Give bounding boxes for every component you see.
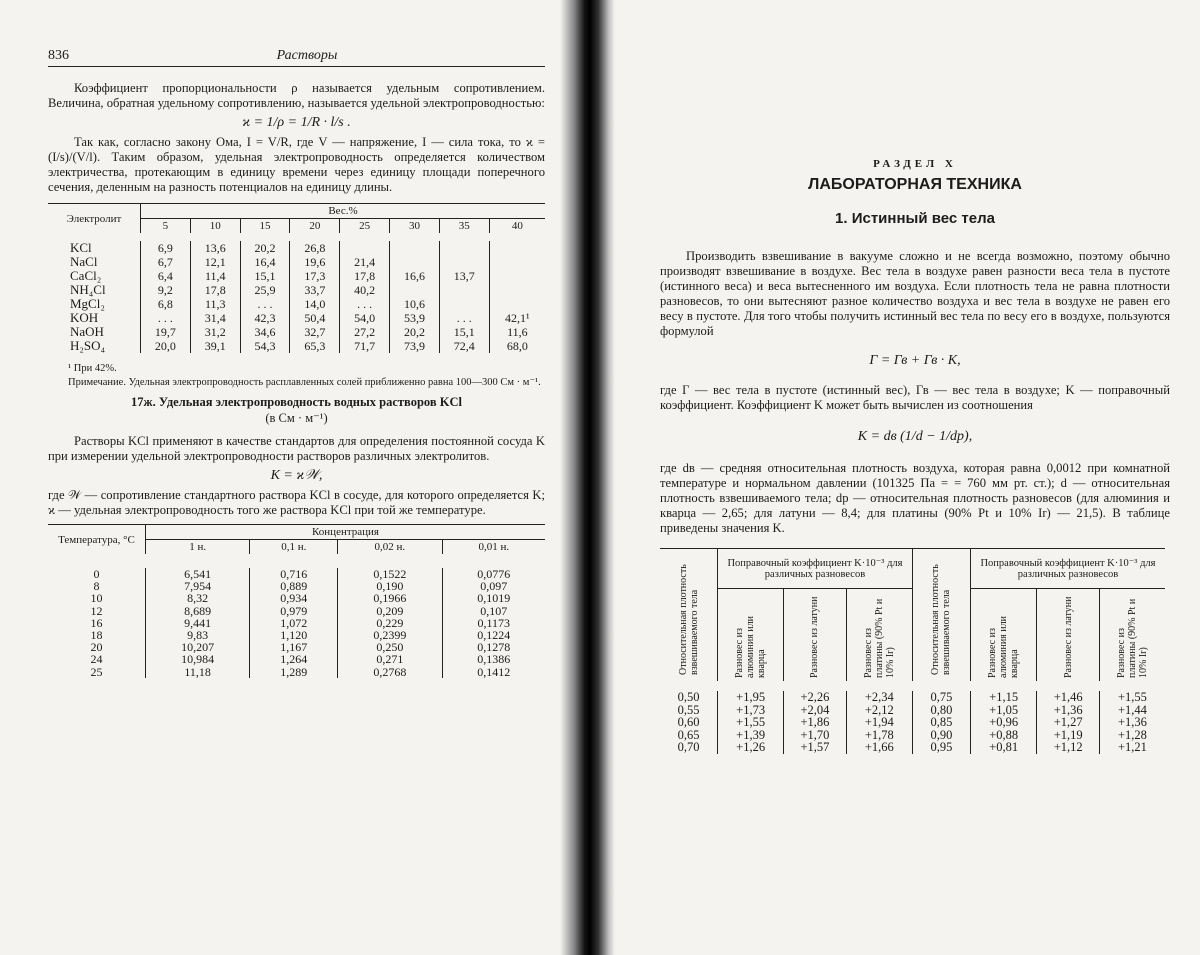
temperature-cell: 16 — [48, 617, 146, 629]
value-cell: 17,8 — [190, 283, 240, 297]
coefficient-cell: +1,66 — [846, 741, 912, 754]
value-cell: 0,1966 — [338, 592, 442, 604]
value-cell — [340, 237, 390, 255]
value-cell: 1,072 — [250, 617, 338, 629]
value-cell — [390, 283, 440, 297]
left-page — [0, 0, 570, 955]
value-cell: 20,2 — [240, 237, 290, 255]
value-cell: 0,271 — [338, 653, 442, 665]
value-cell — [489, 255, 545, 269]
value-cell: 71,7 — [340, 339, 390, 353]
density-cell: 0,60 — [660, 716, 718, 729]
value-cell — [489, 237, 545, 255]
value-cell: 0,250 — [338, 641, 442, 653]
kcl-table — [48, 524, 545, 678]
value-cell: 0,107 — [480, 603, 508, 618]
coefficient-cell: +1,46 — [1037, 686, 1100, 704]
value-cell: 9,83 — [146, 629, 250, 641]
value-cell: 19,6 — [290, 255, 340, 269]
coefficient-cell: +1,21 — [1118, 740, 1147, 754]
value-cell: 15,1 — [240, 269, 290, 283]
electrolyte-cell: KOH — [48, 311, 141, 325]
temperature-cell: 8 — [48, 580, 146, 592]
coefficient-cell: +1,12 — [1037, 741, 1100, 754]
coefficient-cell: +1,26 — [718, 741, 784, 754]
table-column-header: 15 — [240, 219, 290, 238]
coefficient-cell: +2,34 — [846, 686, 912, 704]
value-cell — [439, 237, 489, 255]
density-cell: 0,85 — [912, 716, 970, 729]
coefficient-cell: +1,36 — [1037, 704, 1100, 717]
column-header: Разновес из алюминия или кварца — [734, 615, 768, 678]
group-header: Концентрация — [146, 525, 546, 540]
formula: ϰ = 1/ρ = 1/R · l/s . — [242, 115, 351, 130]
value-cell: 42,1¹ — [505, 311, 530, 325]
value-cell: 13,6 — [190, 237, 240, 255]
temperature-cell: 20 — [48, 641, 146, 653]
running-title: Растворы — [276, 48, 338, 63]
coefficient-cell: +1,15 — [970, 686, 1036, 704]
right-page — [615, 0, 1200, 955]
column-header: Разновес из латуни — [1062, 595, 1074, 678]
value-cell: 68,0 — [506, 339, 528, 353]
value-cell: 31,4 — [190, 311, 240, 325]
table-column-header: 10 — [190, 219, 240, 238]
value-cell: 9,2 — [141, 283, 191, 297]
table-note: Примечание. Удельная электропроводность расплавленных солей приближенно равна 100—300 См · м⁻¹. — [68, 377, 541, 388]
table-row — [48, 237, 545, 255]
value-cell: 8,32 — [146, 592, 250, 604]
coefficient-cell: +1,94 — [846, 716, 912, 729]
column-header: Разновес из латуни — [809, 595, 821, 678]
temperature-cell: 24 — [48, 653, 146, 665]
table-row — [48, 605, 545, 617]
value-cell: . . . — [439, 311, 489, 325]
value-cell: 0,190 — [338, 580, 442, 592]
value-cell — [439, 283, 489, 297]
value-cell: 11,18 — [146, 666, 250, 678]
value-cell: 39,1 — [190, 339, 240, 353]
electrolyte-cell: NaCl — [48, 255, 141, 269]
temperature-cell: 12 — [48, 605, 146, 617]
value-cell: 27,2 — [340, 325, 390, 339]
value-cell: 0,1224 — [477, 628, 511, 643]
paragraph: Растворы KCl применяют в качестве стандартов для определения постоянной сосуда K при измерении удельной электропроводности растворов различных электролитов. — [48, 434, 545, 463]
paragraph: Коэффициент пропорциональности ρ называется удельным сопротивлением. Величина, обратная удельному сопротивлению, называется удельной электропроводностью: — [48, 81, 545, 110]
value-cell: 17,8 — [340, 269, 390, 283]
footnote: ¹ При 42%. — [68, 363, 117, 374]
paragraph: Производить взвешивание в вакууме сложно и не всегда возможно, поэтому обычно производят взвешивание в воздухе. Вес тела в воздухе равен разности веса тела в пустоте (истинного веса) и веса вытесненного им воздуха. Если плотность тела не равна плотности разновесов, то они вытесняют разное количество воздуха и вес тела в воздухе не равен его весу в пустоте. Для того чтобы получить истинный вес тела по весу его в воздухе, пользуются формулой — [660, 249, 1170, 338]
section-units: (в См · м⁻¹) — [265, 411, 328, 425]
table-row — [48, 325, 545, 339]
section-heading: 17ж. Удельная электропроводность водных растворов KCl — [131, 395, 462, 409]
electrolyte-cell: KCl — [48, 237, 141, 255]
subsection-title: 1. Истинный вес тела — [835, 210, 995, 227]
value-cell: 53,9 — [390, 311, 440, 325]
coefficient-cell: +1,39 — [718, 729, 784, 742]
value-cell: 14,0 — [290, 297, 340, 311]
group-header: Поправочный коэффициент K·10⁻³ для различных разновесов — [718, 549, 913, 589]
density-cell: 0,70 — [660, 741, 718, 754]
value-cell: 1,120 — [250, 629, 338, 641]
coefficient-cell: +0,88 — [970, 729, 1036, 742]
table-column-header: 25 — [340, 219, 390, 238]
value-cell: 10,6 — [390, 297, 440, 311]
value-cell: 0,1522 — [338, 561, 442, 580]
table-column-header: 5 — [141, 219, 191, 238]
value-cell: 42,3 — [240, 311, 290, 325]
value-cell: 0,2768 — [338, 666, 442, 678]
coefficient-cell: +1,73 — [718, 704, 784, 717]
paragraph: где dв — средняя относительная плотность воздуха, которая равна 0,0012 при комнатной температуре и нормальном давлении (101325 Па = = 760 мм рт. ст.); d — относительная плотность взвешиваемого тела; dр — относительная плотность разновесов (для алюминия и кварца — 2,65; для латуни — 8,4; для платины (90% Pt и 10% Ir) — 21,5). В таблице приведены значения K. — [660, 461, 1170, 535]
table-column-header: 30 — [390, 219, 440, 238]
value-cell: 12,1 — [190, 255, 240, 269]
density-cell: 0,50 — [660, 686, 718, 704]
column-header: Относительная плотность взвешиваемого тела — [677, 564, 700, 675]
coefficient-cell: +1,70 — [784, 729, 846, 742]
paragraph: где 𝒲 — сопротивление стандартного раствора KCl в сосуде, для которого определяется K; ϰ — удельная электропроводность того же раствора KCl при той же температуре. — [48, 488, 545, 517]
conductivity-table — [48, 203, 545, 353]
value-cell: 0,1019 — [477, 591, 511, 606]
value-cell: 0,229 — [338, 617, 442, 629]
table-row — [660, 686, 1165, 704]
column-header: Разновес из алюминия или кварца — [987, 615, 1021, 678]
coefficient-cell: +2,04 — [784, 704, 846, 717]
table-column-header: 0,1 н. — [250, 540, 338, 562]
temperature-cell: 0 — [48, 561, 146, 580]
value-cell: 16,6 — [390, 269, 440, 283]
value-cell: 6,4 — [141, 269, 191, 283]
column-header: Относительная плотность взвешиваемого тела — [930, 564, 953, 675]
page-header — [48, 48, 545, 67]
electrolyte-cell: NaOH — [48, 325, 141, 339]
value-cell: 0,934 — [250, 592, 338, 604]
value-cell: 15,1 — [439, 325, 489, 339]
group-header: Поправочный коэффициент K·10⁻³ для различных разновесов — [970, 549, 1165, 589]
coefficient-cell: +1,55 — [718, 716, 784, 729]
density-cell: 0,90 — [912, 729, 970, 742]
temperature-cell: 10 — [48, 592, 146, 604]
value-cell — [390, 255, 440, 269]
value-cell: 0,979 — [250, 605, 338, 617]
paragraph: Так как, согласно закону Ома, I = V/R, где V — напряжение, I — сила тока, то ϰ = (I/s)/(V/l). Таким образом, удельная электропроводность определяется количеством электричества, протекающим в единицу времени через единицу площади поперечного сечения, деленным на разность потенциалов на единицу длины. — [48, 135, 545, 194]
temperature-cell: 18 — [48, 629, 146, 641]
temperature-cell: 25 — [48, 666, 146, 678]
value-cell — [439, 255, 489, 269]
table-row — [48, 592, 545, 604]
coefficient-cell: +1,57 — [784, 741, 846, 754]
value-cell: 73,9 — [390, 339, 440, 353]
value-cell: 20,0 — [141, 339, 191, 353]
value-cell: 1,264 — [250, 653, 338, 665]
density-cell: 0,95 — [912, 741, 970, 754]
table-column-header: 40 — [489, 219, 545, 238]
value-cell — [489, 297, 545, 311]
value-cell: 1,167 — [250, 641, 338, 653]
value-cell: 11,3 — [190, 297, 240, 311]
table-row — [48, 653, 545, 665]
value-cell: 25,9 — [240, 283, 290, 297]
value-cell: 10,984 — [146, 653, 250, 665]
value-cell: 0,209 — [338, 605, 442, 617]
value-cell: 6,7 — [141, 255, 191, 269]
value-cell: 1,289 — [250, 666, 338, 678]
value-cell: 9,441 — [146, 617, 250, 629]
coefficient-cell: +2,26 — [784, 686, 846, 704]
value-cell: 32,7 — [290, 325, 340, 339]
value-cell: 7,954 — [146, 580, 250, 592]
coefficient-cell: +1,36 — [1118, 715, 1147, 729]
page-number: 836 — [48, 48, 69, 63]
value-cell: 6,9 — [141, 237, 191, 255]
value-cell: 26,8 — [290, 237, 340, 255]
value-cell: 54,0 — [340, 311, 390, 325]
table-column-header: 0,01 н. — [442, 540, 545, 562]
table-row — [48, 561, 545, 580]
column-header: Температура, °C — [48, 525, 146, 562]
paragraph: где Г — вес тела в пустоте (истинный вес), Гв — вес тела в воздухе; K — поправочный коэффициент. Коэффициент K может быть вычислен из соотношения — [660, 383, 1170, 412]
coefficient-cell: +1,55 — [1118, 690, 1147, 704]
value-cell: . . . — [141, 311, 191, 325]
value-cell: 0,2399 — [338, 629, 442, 641]
table-column-header: 35 — [439, 219, 489, 238]
value-cell: 33,7 — [290, 283, 340, 297]
value-cell: 16,4 — [240, 255, 290, 269]
density-cell: 0,55 — [660, 704, 718, 717]
value-cell: 31,2 — [190, 325, 240, 339]
density-cell: 0,65 — [660, 729, 718, 742]
column-header: Разновес из платины (90% Pt и 10% Ir) — [1115, 598, 1149, 678]
value-cell: 13,7 — [439, 269, 489, 283]
value-cell: 19,7 — [141, 325, 191, 339]
density-cell: 0,75 — [912, 686, 970, 704]
value-cell: 72,4 — [439, 339, 489, 353]
formula: Г = Гв + Гв · K, — [869, 353, 961, 368]
table-row — [48, 255, 545, 269]
value-cell: 0,0776 — [477, 567, 511, 581]
coefficient-cell: +1,28 — [1118, 727, 1147, 742]
value-cell: 21,4 — [340, 255, 390, 269]
table-row — [48, 297, 545, 311]
table-row — [48, 666, 545, 678]
value-cell: 17,3 — [290, 269, 340, 283]
column-header: Разновес из платины (90% Pt и 10% Ir) — [862, 598, 896, 678]
coefficient-cell: +0,96 — [970, 716, 1036, 729]
value-cell — [439, 297, 489, 311]
value-cell: 0,1412 — [477, 664, 511, 679]
electrolyte-cell: H₂SO₄ — [48, 339, 141, 353]
table-row — [48, 339, 545, 353]
value-cell: 54,3 — [240, 339, 290, 353]
value-cell: . . . — [340, 297, 390, 311]
coefficient-cell: +1,95 — [718, 686, 784, 704]
table-column-header: 0,02 н. — [338, 540, 442, 562]
value-cell: 0,716 — [250, 561, 338, 580]
coefficient-cell: +0,81 — [970, 741, 1036, 754]
table-row — [48, 283, 545, 297]
section-label: РАЗДЕЛ X — [873, 158, 957, 170]
value-cell: 20,2 — [390, 325, 440, 339]
value-cell: 0,889 — [250, 580, 338, 592]
table-row — [660, 741, 1165, 754]
value-cell: 8,689 — [146, 605, 250, 617]
table-row — [48, 311, 545, 325]
value-cell: 6,541 — [146, 561, 250, 580]
table-column-header: 20 — [290, 219, 340, 238]
coefficient-cell: +1,86 — [784, 716, 846, 729]
value-cell: 0,1173 — [477, 615, 511, 630]
formula: K = ϰ𝒲, — [270, 468, 323, 483]
section-title: ЛАБОРАТОРНАЯ ТЕХНИКА — [808, 176, 1022, 193]
coefficient-cell: +1,05 — [970, 704, 1036, 717]
coefficient-cell: +1,44 — [1118, 702, 1147, 717]
value-cell: 0,097 — [480, 579, 508, 594]
value-cell: 65,3 — [290, 339, 340, 353]
electrolyte-cell: MgCl₂ — [48, 297, 141, 311]
density-cell: 0,80 — [912, 704, 970, 717]
coefficient-cell: +2,12 — [846, 704, 912, 717]
value-cell: 11,4 — [190, 269, 240, 283]
correction-table — [660, 548, 1165, 754]
value-cell: 34,6 — [240, 325, 290, 339]
table-row — [660, 716, 1165, 729]
coefficient-cell: +1,78 — [846, 729, 912, 742]
value-cell — [390, 237, 440, 255]
value-cell: 50,4 — [290, 311, 340, 325]
value-cell: 10,207 — [146, 641, 250, 653]
coefficient-cell: +1,27 — [1037, 716, 1100, 729]
formula: K = dв (1/d − 1/dр), — [857, 429, 973, 444]
group-header: Вес.% — [141, 204, 546, 219]
value-cell: 11,6 — [507, 325, 528, 339]
value-cell — [489, 283, 545, 297]
value-cell: 6,8 — [141, 297, 191, 311]
value-cell — [489, 269, 545, 283]
value-cell: 0,1278 — [477, 640, 511, 655]
electrolyte-cell: CaCl₂ — [48, 269, 141, 283]
electrolyte-cell: NH₄Cl — [48, 283, 141, 297]
value-cell: 40,2 — [340, 283, 390, 297]
value-cell: . . . — [240, 297, 290, 311]
table-column-header: 1 н. — [146, 540, 250, 562]
value-cell: 0,1386 — [477, 652, 511, 667]
table-row — [48, 269, 545, 283]
column-header: Электролит — [48, 204, 141, 238]
coefficient-cell: +1,19 — [1037, 729, 1100, 742]
